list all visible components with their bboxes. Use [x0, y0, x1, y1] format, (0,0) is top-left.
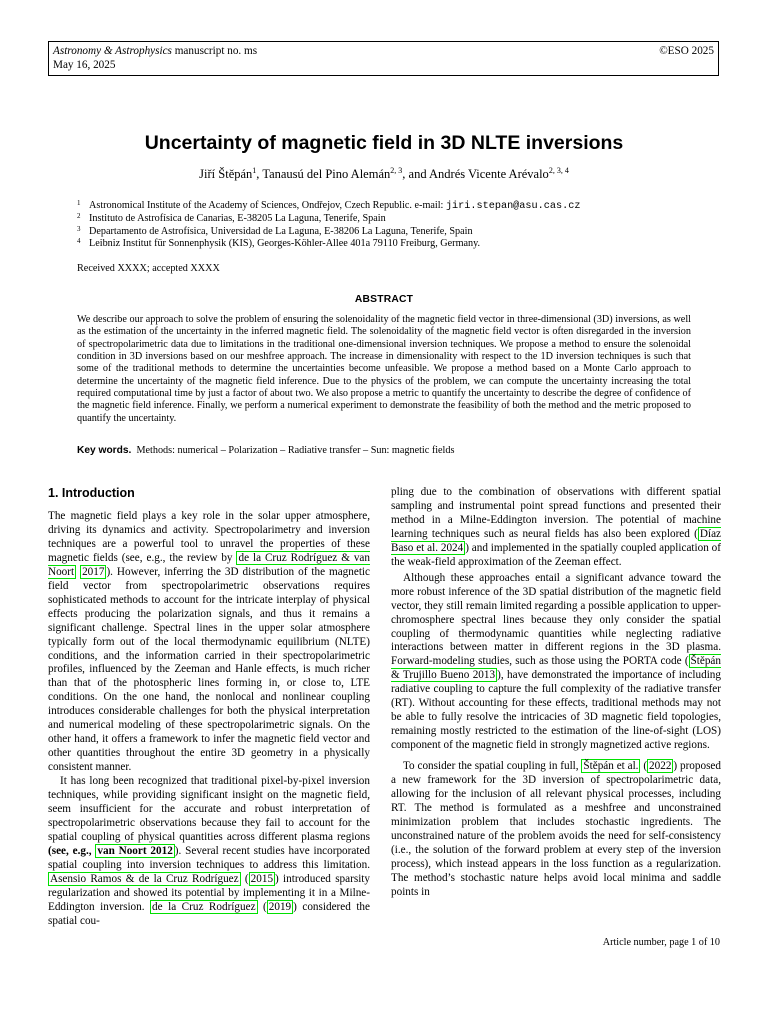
paragraph-text: ), have demonstrated the importance of including radiative coupling to capture the full complexity of the radiative transfer (RT). Without accounting for these effects, traditional methods may not be able to fully resolve the intricacies of 3D magnetic field topologies, remaining mostly restricted to the estimation of the line-of-sight (LOS) component of the magnetic field in strongly magnetized active regions. [391, 669, 721, 752]
paragraph-text: ). However, inferring the 3D distribution of the magnetic field vector from spectropolarimetric observations requires sophisticated methods to account for the intricate interplay of physical effects producing the polarization signals, and thus it remains a significant challenge. Spectral lines in the upper solar atmosphere typically form out of the local thermodynamic equilibrium (NLTE) conditions, and the information carried in their spectropolarimetric profiles, influenced by the Zeeman and Hanle effects, is much richer than that of the photospheric lines forming in, or close to, LTE conditions. On the one hand, the nonlocal and nonlinear coupling introduces considerable challenges for both the physical interpretation and numerical modeling of these spectropolarimetric signals. On the other hand, it offers a framework to infer the magnetic field vector and other quantities throughout the entire 3D geometry in a physically consistent manner. [48, 565, 370, 774]
journal-name: Astronomy & Astrophysics [53, 45, 172, 57]
author-name: Jiří Štěpán [199, 167, 253, 181]
paragraph-text: pling due to the combination of observations with different spatial sampling and instrumental point spread functions and presented their method in a Milne-Eddington inversion. The potential of machine learning techniques such as neural fields has also been explored ( [391, 486, 721, 540]
author-name: Andrés Vicente Arévalo [429, 167, 549, 181]
paragraph-text: Although these approaches entail a significant advance toward the more robust inference of the 3D spatial distribution of the magnetic field vector, they still remain limited regarding a possible application to upper-chromosphere spectral lines because they only consider the spatial coupling of thermodynamic quantities while neglecting radiative interactions between matter in different regions in the 3D plasma. Forward-modeling studies, such as those using the PORTA code ( [391, 571, 721, 668]
citation-link[interactable]: 2019 [268, 900, 292, 913]
paragraph-text: ) proposed a new framework for the 3D inversion of spectropolarimetric data, allowing for the inclusion of all relevant physical processes, including RT. The method is formulated as a meshfree and unconstrained minimization problem that includes stochastic ingredients. The unconstrained nature of the problem avoids the need for self-consistency (i.e., the solution of the forward problem at every step of the inversion process), which instead appears in the loss function as a regularization. The method’s stochastic nature helps avoid local minima and saddle points in [391, 760, 721, 898]
author-name: Tanausú del Pino Alemán [262, 167, 391, 181]
author-separator: , [256, 167, 263, 181]
paragraph-text: (see, e.g., [48, 844, 96, 857]
affiliation-text: Leibniz Institut für Sonnenphysik (KIS), Georges-Köhler-Allee 401a 79110 Freiburg, Germany. [89, 237, 481, 249]
abstract-heading: ABSTRACT [354, 294, 414, 305]
keywords-text: Methods: numerical – Polarization – Radiative transfer – Sun: magnetic fields [136, 445, 455, 456]
affiliation-text: Departamento de Astrofísica, Universidad de La Laguna, E-38206 La Laguna, Tenerife, Spain [89, 225, 473, 237]
author-affiliation-mark: 2, 3, 4 [548, 165, 569, 175]
keywords-label: Key words. [77, 445, 132, 456]
page-footer: Article number, page 1 of 10 [602, 937, 720, 948]
author-affiliation-mark: 1 [252, 165, 257, 175]
paragraph-text: ). Several recent studies have incorporated spatial coupling into inversion techniques to address this limitation. [48, 844, 371, 871]
citation-link[interactable]: 2015 [250, 872, 274, 885]
paragraph-text: ( [640, 760, 648, 773]
right-column [391, 486, 721, 900]
citation-link[interactable]: 2017 [82, 565, 105, 578]
affiliation-number: 3 [77, 224, 81, 233]
paragraph [391, 760, 721, 900]
section-title: 1. Introduction [48, 486, 135, 500]
affiliation-number: 2 [77, 212, 81, 221]
affiliation-text: Instituto de Astrofísica de Canarias, E-38205 La Laguna, Tenerife, Spain [89, 213, 386, 225]
paragraph-text: ) introduced sparsity regularization and showed its potential by implementing it in a Milne-Eddington inversion. [48, 872, 371, 913]
paragraph-text: ) considered the spatial cou- [48, 900, 370, 927]
paper-title: Uncertainty of magnetic field in 3D NLTE inversions [144, 132, 624, 154]
abstract-text: We describe our approach to solve the problem of ensuring the solenoidality of the magnetic field vector in three-dimensional (3D) inversions, as well as the estimation of the uncertainty in the inferred magnetic field. The solenoidality of the magnetic field vector is often disregarded in the inversion of spectropolarimetric data due to limitations in the traditional one-dimensional inversion techniques. We propose a method to ensure the solenoidal condition in 3D inversions based on our meshfree approach. The increase in dimensionality with respect to the 1D inversion techniques is such that some of the traditional methods to determine the uncertainties become unfeasible. We propose a method based on a Monte Carlo approach to determine the uncertainty of the magnetic field inference. Due to the physics of the problem, we can compute the uncertainty increasing the total required computational time by just a factor of about two. We also propose a metric to quantify the uncertainty to describe the degree of confidence of the magnetic field inference. Finally, we perform a numerical experiment to demonstrate the feasibility of both the method and the metric proposed to quantify the uncertainty. [77, 314, 691, 424]
citation-link[interactable]: 2022 [649, 760, 672, 773]
manuscript-label: manuscript no. ms [171, 45, 258, 57]
affiliation-number: 1 [77, 199, 81, 207]
affiliation-item [77, 238, 697, 250]
affiliation-item [77, 226, 697, 238]
header-date: May 16, 2025 [53, 59, 116, 71]
header-journal-info [53, 44, 257, 72]
affiliation-text: Astronomical Institute of the Academy of Sciences, Ondřejov, Czech Republic. e-mail: [89, 200, 446, 211]
received-line: Received XXXX; accepted XXXX [77, 263, 220, 274]
paragraph-text: To consider the spatial coupling in full, [403, 760, 582, 773]
author-list [0, 166, 768, 182]
copyright-notice: ©ESO 2025 [659, 45, 714, 57]
paragraph-text: ( [240, 872, 249, 885]
author-separator: , and [402, 167, 429, 181]
citation-link[interactable]: Štěpán et al. [583, 760, 639, 773]
citation-link[interactable]: Díaz Baso et al. 2024 [391, 527, 721, 554]
paragraph-text: ( [257, 900, 267, 913]
paragraph [48, 775, 370, 928]
paragraph-text: ) and implemented in the spatially coupled application of the weak-field approximation of the Zeeman effect. [391, 541, 721, 568]
affiliation-item [77, 200, 697, 213]
affiliation-list [77, 200, 697, 250]
citation-link[interactable]: Asensio Ramos & de la Cruz Rodríguez [50, 872, 239, 885]
paragraph [391, 486, 721, 570]
email-link[interactable]: jiri.stepan@asu.cas.cz [445, 201, 581, 212]
keywords-line [77, 444, 697, 457]
paragraph [391, 572, 721, 753]
citation-link[interactable]: Štěpán & Trujillo Bueno 2013 [391, 655, 721, 682]
citation-link[interactable]: de la Cruz Rodríguez [152, 900, 256, 913]
paragraph-text: The magnetic field plays a key role in the solar upper atmosphere, driving its dynamics and activity. Spectropolarimetry and inversion techniques are a powerful tool to unravel the properties of these magnetic fields (see, e.g., the review by [48, 510, 370, 564]
left-column [48, 486, 370, 929]
citation-link[interactable]: de la Cruz Rodríguez & van Noort [48, 551, 370, 578]
affiliation-item [77, 213, 697, 225]
paragraph [48, 510, 370, 775]
author-affiliation-mark: 2, 3 [390, 165, 403, 175]
running-header [48, 41, 719, 76]
affiliation-number: 4 [77, 236, 81, 245]
citation-link[interactable]: van Noort 2012 [97, 844, 173, 857]
paragraph-text: It has long been recognized that traditional pixel-by-pixel inversion techniques, while providing significant insight on the magnetic field, seem insufficient for the accurate and robust interpretation of spectropolarimetric observations because they fail to account for the spatial coupling of physical quantities across different plasma regions [48, 775, 370, 843]
